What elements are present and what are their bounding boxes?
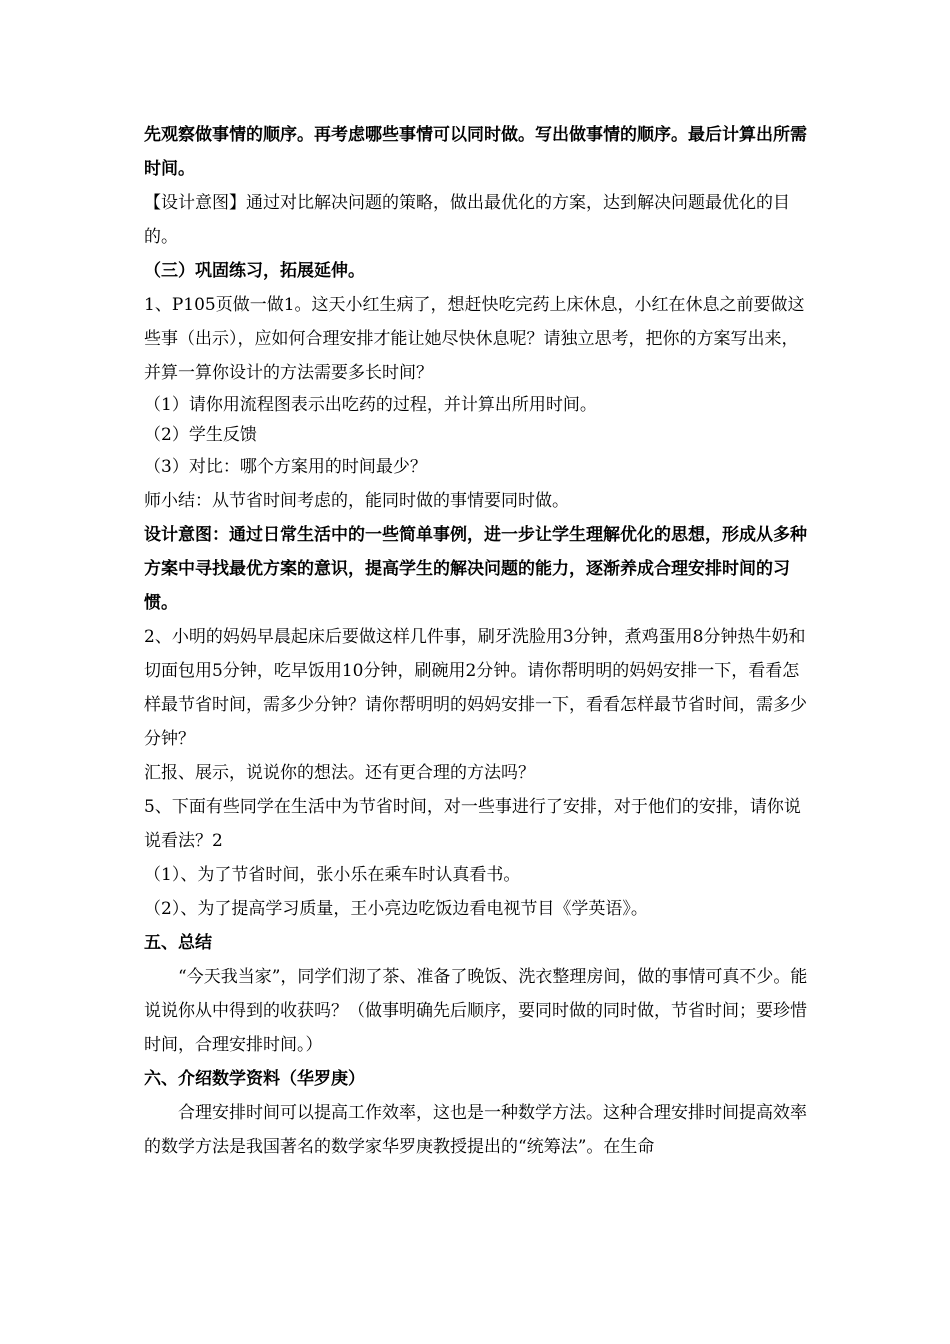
paragraph-exercise-1-step-2: （2）学生反馈 [144,425,257,445]
paragraph-design-intent-1: 【设计意图】通过对比解决问题的策略，做出最优化的方案，达到解决问题最优化的目的。 [144,193,790,247]
paragraph-exercise-5-item-1: （1）、为了节省时间，张小乐在乘车时认真看书。 [144,865,521,885]
heading-consolidation-practice: （三）巩固练习，拓展延伸。 [144,261,365,281]
paragraph-report: 汇报、展示，说说你的想法。还有更合理的方法吗？ [144,763,535,783]
paragraph-exercise-1-step-1: （1）请你用流程图表示出吃药的过程，并计算出所用时间。 [144,395,597,415]
paragraph-summary-body: “今天我当家”，同学们沏了茶、准备了晚饭、洗衣整理房间，做的事情可真不少。能说说你从中得到的收获吗？（做事明确先后顺序，要同时做的同时做，节省时间；要珍惜时间，合理安排时间。） [144,967,808,1055]
paragraph-design-intent-2: 设计意图：通过日常生活中的一些简单事例，进一步让学生理解优化的思想，形成从多种方案中寻找最优方案的意识，提高学生的解决问题的能力，逐渐养成合理安排时间的习惯。 [144,525,807,613]
document-page [144,118,812,1164]
paragraph-steps: 先观察做事情的顺序。再考虑哪些事情可以同时做。写出做事情的顺序。最后计算出所需时间。 [144,125,807,179]
paragraph-exercise-1: 1、P105页做一做1。这天小红生病了，想赶快吃完药上床休息，小红在休息之前要做这些事（出示），应如何合理安排才能让她尽快休息呢？请独立思考，把你的方案写出来，并算一算你设计的方法需要多长时间？ [144,295,805,383]
paragraph-exercise-5: 5、下面有些同学在生活中为节省时间，对一些事进行了安排，对于他们的安排，请你说说看法？2 [144,797,801,851]
paragraph-teacher-summary: 师小结：从节省时间考虑的，能同时做的事情要同时做。 [144,491,569,511]
paragraph-math-material-body: 合理安排时间可以提高工作效率，这也是一种数学方法。这种合理安排时间提高效率的数学方法是我国著名的数学家华罗庚教授提出的“统筹法”。在生命 [144,1103,807,1157]
paragraph-exercise-1-step-3: （3）对比：哪个方案用的时间最少？ [144,457,427,477]
heading-summary: 五、总结 [144,933,212,953]
paragraph-exercise-5-item-2: （2）、为了提高学习质量，王小亮边吃饭边看电视节目《学英语》。 [144,899,648,919]
heading-math-material: 六、介绍数学资料（华罗庚） [144,1069,365,1089]
paragraph-exercise-2: 2、小明的妈妈早晨起床后要做这样几件事，刷牙洗脸用3分钟，煮鸡蛋用8分钟热牛奶和切面包用5分钟，吃早饭用10分钟，刷碗用2分钟。请你帮明明的妈妈安排一下，看看怎样最节省时间，需多少分钟？请你帮明明的妈妈安排一下，看看怎样最节省时间，需多少分钟？ [144,627,807,749]
